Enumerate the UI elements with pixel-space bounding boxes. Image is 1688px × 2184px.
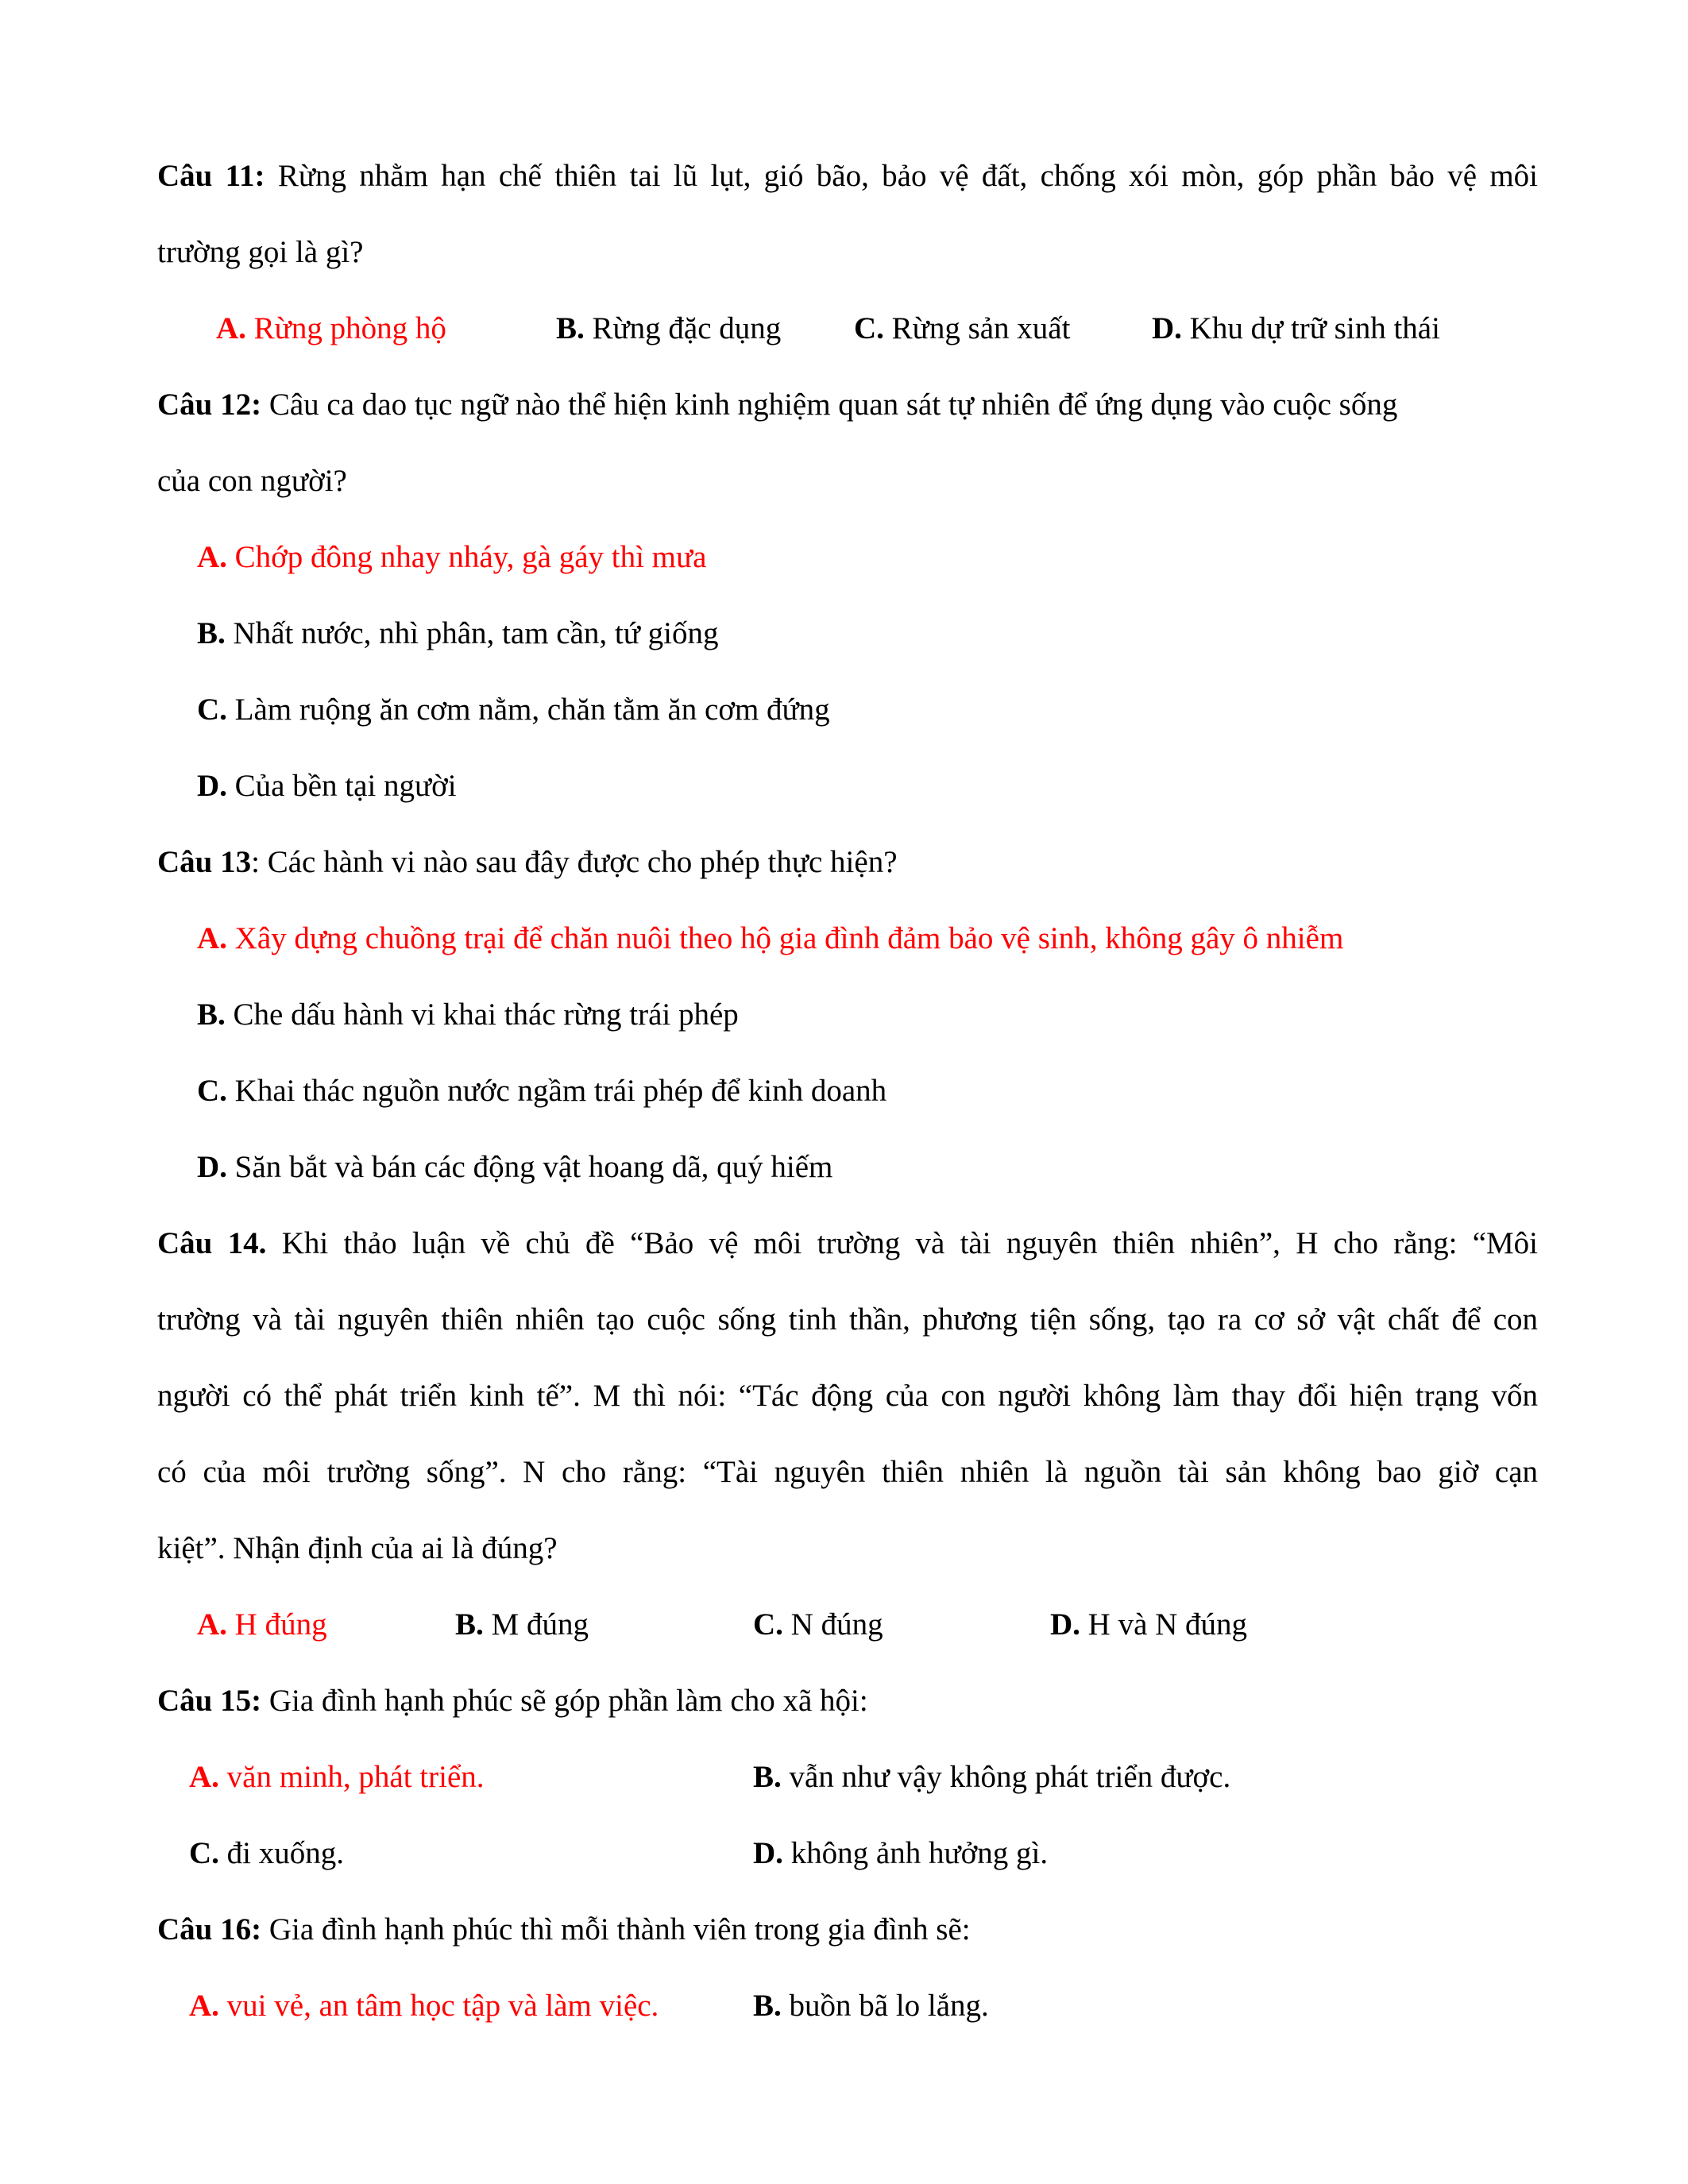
question-label: Câu 11: xyxy=(157,159,265,193)
question-12-option-d: D. Của bền tại người xyxy=(197,769,457,803)
question-16-option-b: B. buồn bã lo lắng. xyxy=(753,1989,989,2023)
question-15-stem-line-1: Câu 15: Gia đình hạnh phúc sẽ góp phần làm cho xã hội: xyxy=(157,1684,868,1718)
question-13-option-c: C. Khai thác nguồn nước ngầm trái phép để kinh doanh xyxy=(197,1074,887,1108)
question-11-stem-line-1: Câu 11: Rừng nhằm hạn chế thiên tai lũ lụt, gió bão, bảo vệ đất, chống xói mòn, góp phần bảo vệ môi xyxy=(157,159,1539,193)
question-14-option-c: C. N đúng xyxy=(753,1607,883,1642)
question-label: Câu 15: xyxy=(157,1684,262,1718)
question-13-option-d: D. Săn bắt và bán các động vật hoang dã, quý hiếm xyxy=(197,1150,833,1184)
question-label: Câu 12: xyxy=(157,388,262,422)
question-11-option-c: C. Rừng sản xuất xyxy=(854,311,1071,345)
question-label: Câu 14. xyxy=(157,1226,267,1260)
question-11-stem-line-2: trường gọi là gì? xyxy=(157,235,364,269)
question-16-option-a: A. vui vẻ, an tâm học tập và làm việc. xyxy=(189,1989,659,2023)
question-11-option-b: B. Rừng đặc dụng xyxy=(556,311,782,345)
question-14-option-d: D. H và N đúng xyxy=(1050,1607,1248,1642)
question-15-option-a: A. văn minh, phát triển. xyxy=(189,1760,485,1794)
question-12-option-a: A. Chớp đông nhay nháy, gà gáy thì mưa xyxy=(197,540,707,574)
question-11-option-a: A. Rừng phòng hộ xyxy=(216,311,446,345)
question-14-stem-line-5: kiệt”. Nhận định của ai là đúng? xyxy=(157,1531,558,1565)
question-14-stem-line-1: Câu 14. Khi thảo luận về chủ đề “Bảo vệ môi trường và tài nguyên thiên nhiên”, H cho rằng: “Môi xyxy=(157,1226,1539,1260)
question-16-stem-line-1: Câu 16: Gia đình hạnh phúc thì mỗi thành viên trong gia đình sẽ: xyxy=(157,1912,971,1947)
question-14-stem-line-4: có của môi trường sống”. N cho rằng: “Tài nguyên thiên nhiên là nguồn tài sản không bao giờ cạn xyxy=(157,1455,1538,1489)
question-12-stem-line-2: của con người? xyxy=(157,464,347,498)
question-14-stem-line-3: người có thể phát triển kinh tế”. M thì nói: “Tác động của con người không làm thay đổi hiện trạng vốn xyxy=(157,1379,1538,1413)
question-label: Câu 16: xyxy=(157,1912,262,1947)
question-12-option-c: C. Làm ruộng ăn cơm nằm, chăn tằm ăn cơm đứng xyxy=(197,693,830,727)
question-14-stem-line-2: trường và tài nguyên thiên nhiên tạo cuộc sống tinh thần, phương tiện sống, tạo ra cơ sở vật chất để con xyxy=(157,1302,1538,1337)
question-13-stem-line-1: Câu 13: Các hành vi nào sau đây được cho phép thực hiện? xyxy=(157,845,898,879)
question-15-option-b: B. vẫn như vậy không phát triển được. xyxy=(753,1760,1231,1794)
question-13-option-a: A. Xây dựng chuồng trại để chăn nuôi theo hộ gia đình đảm bảo vệ sinh, không gây ô nhiễm xyxy=(197,921,1344,955)
question-15-option-d: D. không ảnh hưởng gì. xyxy=(753,1836,1049,1870)
question-15-option-c: C. đi xuống. xyxy=(189,1836,345,1870)
question-label: Câu 13 xyxy=(157,845,252,879)
question-14-option-b: B. M đúng xyxy=(455,1607,589,1642)
question-12-stem-line-1: Câu 12: Câu ca dao tục ngữ nào thể hiện kinh nghiệm quan sát tự nhiên để ứng dụng vào cuộc sống xyxy=(157,388,1398,422)
question-11-option-d: D. Khu dự trữ sinh thái xyxy=(1152,311,1440,345)
question-12-option-b: B. Nhất nước, nhì phân, tam cần, tứ giống xyxy=(197,616,719,650)
question-14-option-a: A. H đúng xyxy=(197,1607,327,1642)
question-13-option-b: B. Che dấu hành vi khai thác rừng trái phép xyxy=(197,997,739,1032)
